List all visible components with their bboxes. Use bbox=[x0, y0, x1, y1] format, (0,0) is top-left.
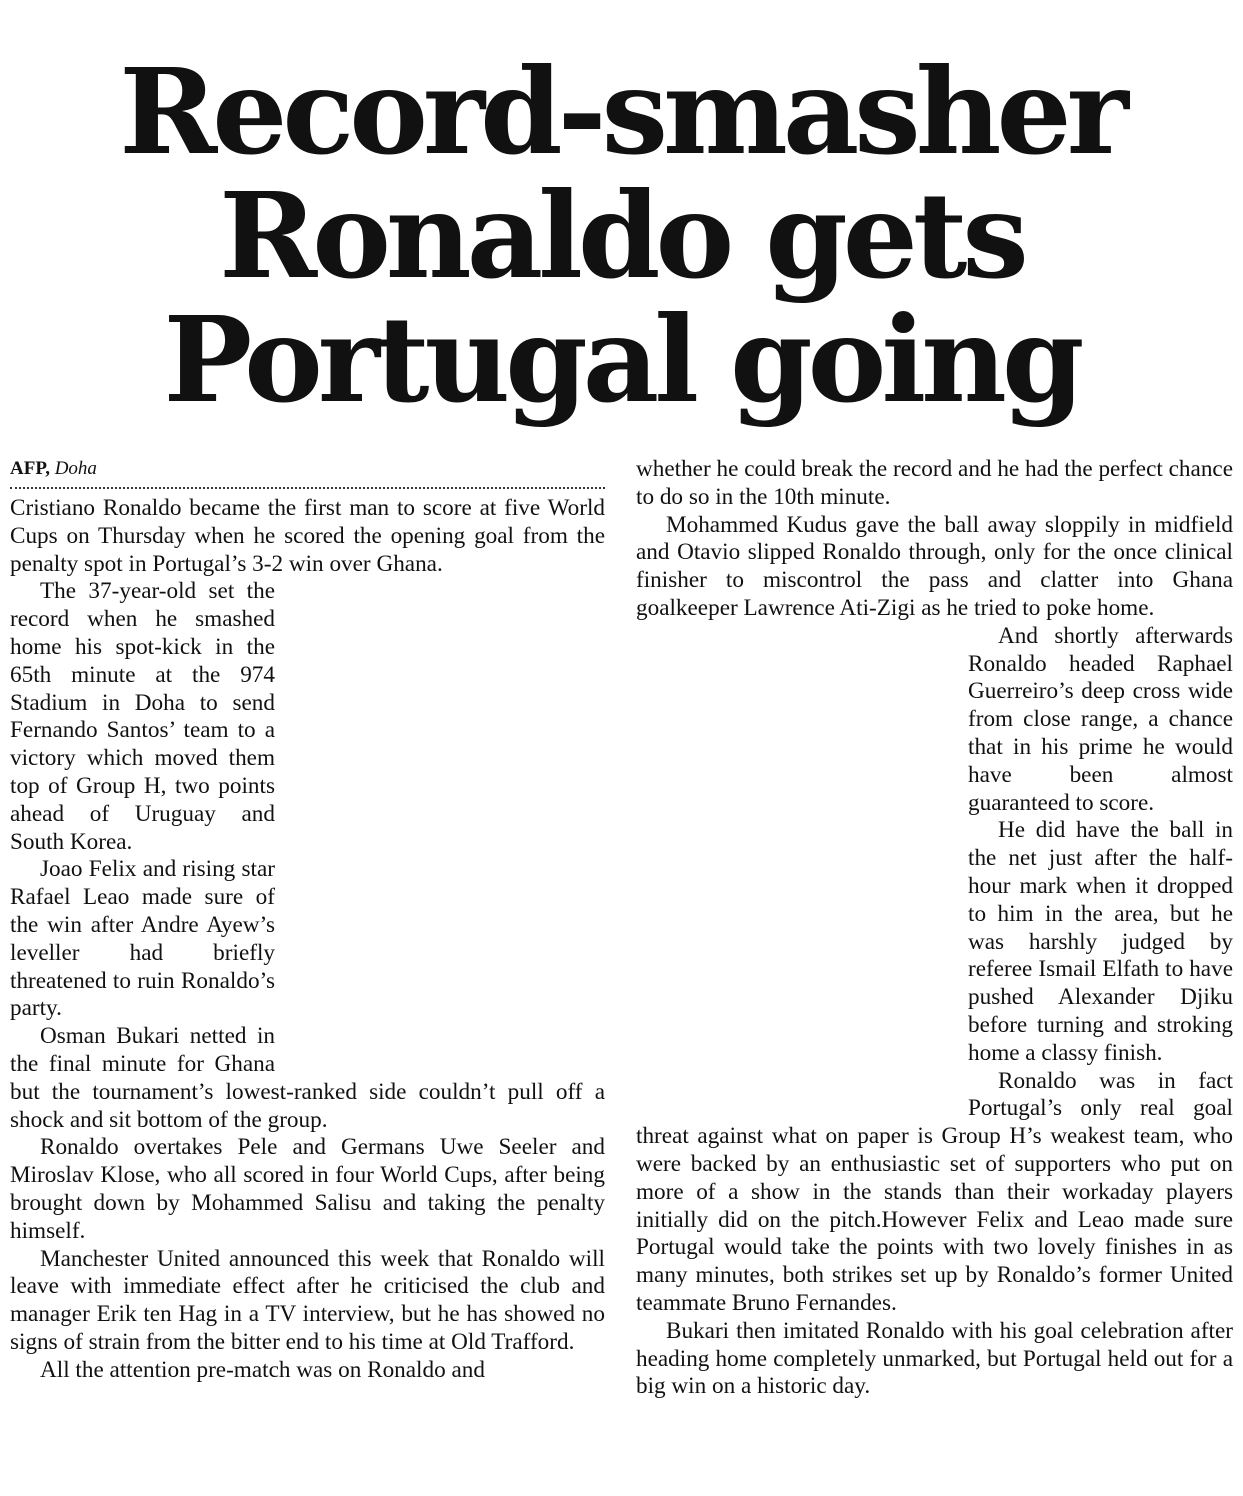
headline-line-3: Portugal going bbox=[163, 290, 1080, 429]
article-column-right bbox=[636, 456, 1233, 1401]
article-paragraph: Cristiano Ronaldo became the first man to score at five World Cups on Thursday when he scored the opening goal from the penalty spot in Portugal’s 3-2 win over Ghana. bbox=[10, 495, 605, 577]
headline-line-2: Ronaldo gets bbox=[219, 166, 1024, 305]
article-paragraph: The 37-year-old set the record when he smashed home his spot-kick in the 65th minute at the 974 Stadium in Doha to send Fernando Santos’ team to a victory which moved them top of Group H, two points ahead of Uruguay and South Korea. bbox=[10, 578, 275, 855]
article-paragraph: Osman Bukari netted in the final minute for Ghana but the tournament’s lowest-ranked side couldn’t pull off a shock and sit bottom of the group. bbox=[10, 1023, 605, 1133]
byline bbox=[10, 456, 605, 489]
article-paragraph: Manchester United announced this week that Ronaldo will leave with immediate effect after he criticised the club and manager Erik ten Hag in a TV interview, but he has showed no signs of strain from the bitter end to his time at Old Trafford. bbox=[10, 1245, 605, 1355]
article-paragraph: Ronaldo was in fact Portugal’s only real goal threat against what on paper is Group H’s weakest team, who were backed by an enthusiastic set of supporters who put on more of a show in the stands than their workaday players initially did on the pitch.However Felix and Leao made sure Portugal would take the points with two lovely finishes in as many minutes, both strikes set up by Ronaldo’s former United teammate Bruno Fernandes. bbox=[636, 1067, 1233, 1316]
photo-placeholder bbox=[636, 623, 968, 1101]
article-paragraph: And shortly afterwards Ronaldo headed Raphael Guerreiro’s deep cross wide from close range, a chance that in his prime he would have been almost guaranteed to score. bbox=[968, 622, 1233, 816]
headline-line-1: Record-smasher bbox=[119, 42, 1124, 181]
article-paragraph: Joao Felix and rising star Rafael Leao made sure of the win after Andre Ayew’s leveller had briefly threatened to ruin Ronaldo’s party. bbox=[10, 856, 275, 1022]
article-paragraph: All the attention pre-match was on Ronaldo and bbox=[40, 1356, 485, 1383]
photo-placeholder bbox=[275, 578, 605, 1060]
article-paragraph: He did have the ball in the net just after the half-hour mark when it dropped to him in the area, but he was harshly judged by referee Ismail Elfath to have pushed Alexander Djiku before turning and stroking home a classy finish. bbox=[968, 817, 1233, 1066]
article-column-left bbox=[10, 456, 605, 1385]
article-paragraph: Mohammed Kudus gave the ball away sloppily in midfield and Otavio slipped Ronaldo through, only for the once clinical finisher to miscontrol the pass and clatter into Ghana goalkeeper Lawrence Ati-Zigi as he tried to poke home. bbox=[636, 511, 1233, 621]
article-paragraph: whether he could break the record and he had the perfect chance to do so in the 10th minute. bbox=[636, 456, 1233, 510]
byline-agency: AFP, bbox=[10, 458, 50, 479]
article-paragraph: Ronaldo overtakes Pele and Germans Uwe Seeler and Miroslav Klose, who all scored in four World Cups, after being brought down by Mohammed Salisu and taking the penalty himself. bbox=[10, 1134, 605, 1244]
byline-place: Doha bbox=[54, 458, 97, 479]
article-paragraph: Bukari then imitated Ronaldo with his goal celebration after heading home completely unmarked, but Portugal held out for a big win on a historic day. bbox=[636, 1317, 1233, 1400]
headline bbox=[0, 42, 1243, 429]
